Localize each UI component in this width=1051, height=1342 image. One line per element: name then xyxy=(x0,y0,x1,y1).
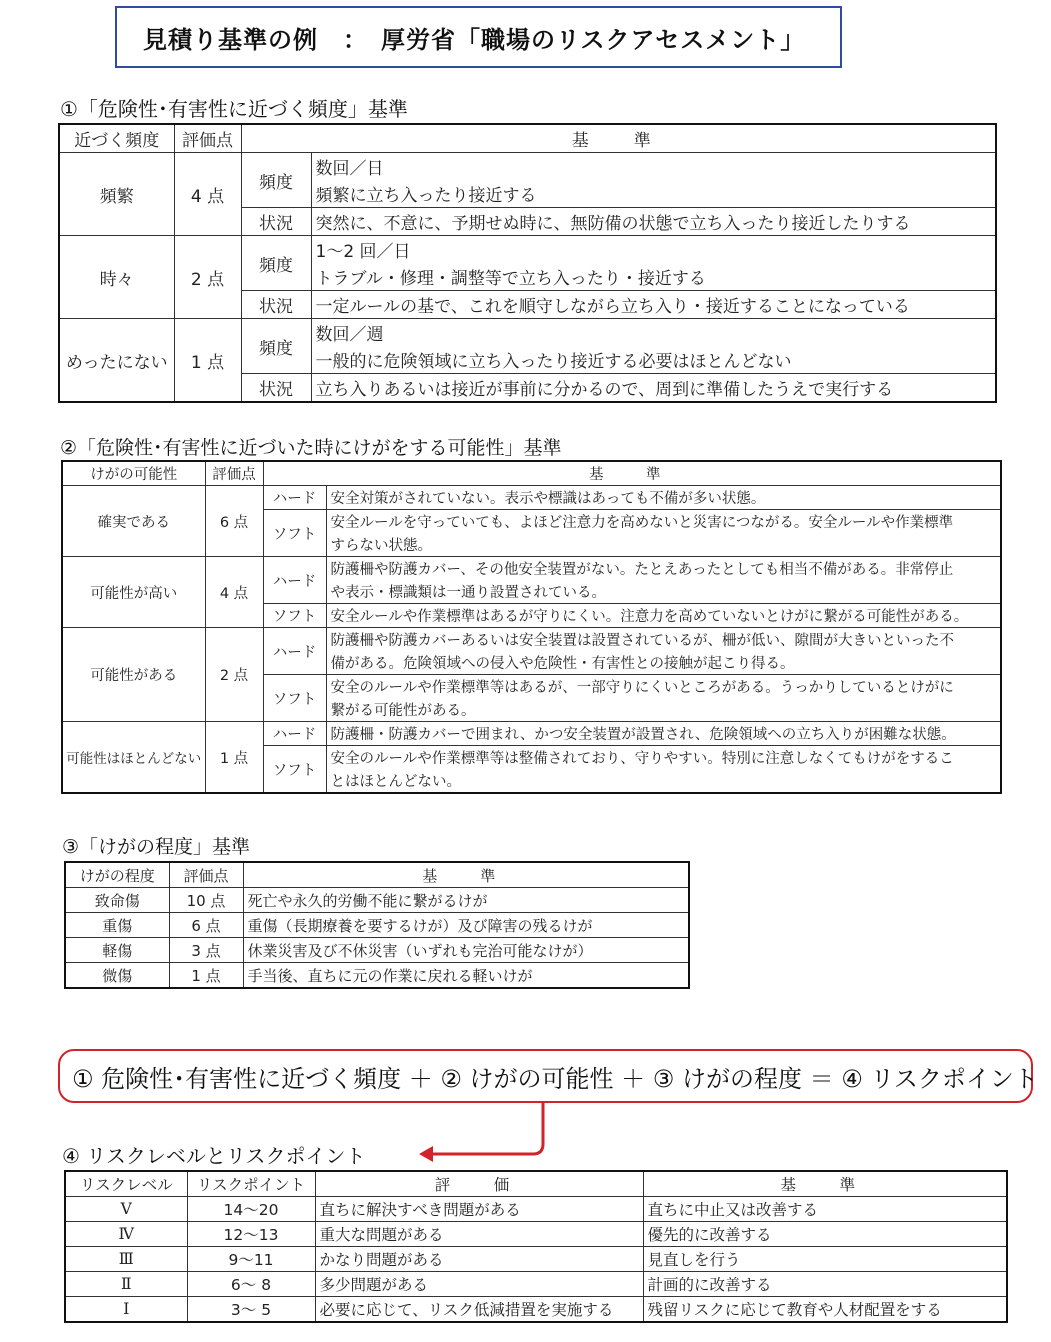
score-cell: 1 点 xyxy=(205,722,263,794)
level-cell: 軽傷 xyxy=(65,938,169,963)
table-row xyxy=(62,557,1001,581)
standard-cell: 見直しを行う xyxy=(643,1247,1007,1272)
page-title: 見積り基準の例 ： 厚労省「職場のリスクアセスメント」 xyxy=(115,6,842,68)
category-cell: 頻度 xyxy=(241,236,311,291)
desc-cell: 重傷（長期療養を要するけが）及び障害の残るけが xyxy=(243,913,689,938)
risk-points-cell: 6～ 8 xyxy=(187,1272,315,1297)
table-row xyxy=(65,913,689,938)
score-cell: 2 点 xyxy=(174,236,241,319)
desc-cell: 安全ルールや作業標準はあるが守りにくい。注意力を高めていないとけがに繋がる可能性がある。 xyxy=(326,604,1001,628)
risk-level-cell: Ⅱ xyxy=(65,1272,187,1297)
level-cell: 時々 xyxy=(59,236,174,319)
risk-level-cell: Ⅳ xyxy=(65,1222,187,1247)
desc-cell: 突然に、不意に、予期せぬ時に、無防備の状態で立ち入ったり接近したりする xyxy=(311,208,996,236)
score-cell: 6 点 xyxy=(169,913,243,938)
desc-cell: 手当後、直ちに元の作業に戻れる軽いけが xyxy=(243,963,689,989)
desc-cell: すらない状態。 xyxy=(326,533,1001,557)
category-cell: ハード xyxy=(263,628,326,675)
desc-cell: 立ち入りあるいは接近が事前に分かるので、周到に準備したうえで実行する xyxy=(311,374,996,403)
category-cell: ハード xyxy=(263,557,326,604)
table-row xyxy=(65,1247,1007,1272)
risk-points-cell: 12～13 xyxy=(187,1222,315,1247)
table-row xyxy=(59,153,996,181)
table-row xyxy=(59,236,996,264)
risk-points-cell: 3～ 5 xyxy=(187,1297,315,1323)
category-cell: ハード xyxy=(263,722,326,746)
level-cell: 致命傷 xyxy=(65,888,169,913)
injury-possibility-table xyxy=(61,460,1002,794)
risk-points-cell: 14～20 xyxy=(187,1197,315,1222)
desc-cell: 防護柵・防護カバーで囲まれ、かつ安全装置が設置され、危険領域への立ち入りが困難な状態。 xyxy=(326,722,1001,746)
score-cell: 6 点 xyxy=(205,486,263,557)
table-header-row xyxy=(59,124,996,153)
category-cell: ソフト xyxy=(263,746,326,794)
risk-level-cell: Ⅲ xyxy=(65,1247,187,1272)
header-cell: 基 準 xyxy=(243,862,689,888)
evaluation-cell: かなり問題がある xyxy=(315,1247,643,1272)
table-row xyxy=(62,628,1001,652)
category-cell: 状況 xyxy=(241,291,311,319)
score-cell: 4 点 xyxy=(174,153,241,236)
table-row xyxy=(65,888,689,913)
standard-cell: 直ちに中止又は改善する xyxy=(643,1197,1007,1222)
desc-cell: や表示・標識類は一通り設置されている。 xyxy=(326,580,1001,604)
desc-cell: 安全のルールや作業標準等は整備されており、守りやすい。特別に注意しなくてもけがをするこ xyxy=(326,746,1001,770)
level-cell: 可能性がある xyxy=(62,628,205,722)
table-row xyxy=(65,1272,1007,1297)
header-cell: 評価点 xyxy=(169,862,243,888)
header-cell: 評価点 xyxy=(205,461,263,486)
score-cell: 2 点 xyxy=(205,628,263,722)
table-header-row xyxy=(62,461,1001,486)
desc-cell: 安全ルールを守っていても、よほど注意力を高めないと災害につながる。安全ルールや作業標準 xyxy=(326,510,1001,534)
level-cell: 重傷 xyxy=(65,913,169,938)
level-cell: 微傷 xyxy=(65,963,169,989)
desc-cell: 安全のルールや作業標準等はあるが、一部守りにくいところがある。うっかりしているとけがに xyxy=(326,675,1001,699)
section1-heading: ①「危険性･有害性に近づく頻度」基準 xyxy=(60,97,408,121)
category-cell: 状況 xyxy=(241,208,311,236)
section3-heading: ③「けがの程度」基準 xyxy=(62,836,251,858)
table-row xyxy=(65,1222,1007,1247)
desc-cell: 頻繁に立ち入ったり接近する xyxy=(311,180,996,208)
desc-cell: 防護柵や防護カバーあるいは安全装置は設置されているが、柵が低い、隙間が大きいといった不 xyxy=(326,628,1001,652)
desc-cell: 繋がる可能性がある。 xyxy=(326,698,1001,722)
header-cell: けがの程度 xyxy=(65,862,169,888)
injury-severity-table xyxy=(64,861,690,989)
table-row xyxy=(65,938,689,963)
header-cell: 基 準 xyxy=(241,124,996,153)
table-row xyxy=(62,722,1001,746)
frequency-table xyxy=(58,123,997,403)
evaluation-cell: 重大な問題がある xyxy=(315,1222,643,1247)
desc-cell: 防護柵や防護カバー、その他安全装置がない。たとえあったとしても相当不備がある。非常停止 xyxy=(326,557,1001,581)
header-cell: 近づく頻度 xyxy=(59,124,174,153)
level-cell: めったにない xyxy=(59,319,174,403)
header-cell: けがの可能性 xyxy=(62,461,205,486)
table-header-row xyxy=(65,862,689,888)
header-cell: 評価点 xyxy=(174,124,241,153)
table-row xyxy=(65,1297,1007,1323)
arrow-icon xyxy=(415,1100,555,1166)
desc-cell: 休業災害及び不休災害（いずれも完治可能なけが） xyxy=(243,938,689,963)
header-cell: リスクレベル xyxy=(65,1171,187,1197)
level-cell: 可能性が高い xyxy=(62,557,205,628)
evaluation-cell: 多少問題がある xyxy=(315,1272,643,1297)
header-cell: 評 価 xyxy=(315,1171,643,1197)
section4-heading: ④ リスクレベルとリスクポイント xyxy=(62,1144,366,1168)
header-cell: 基 準 xyxy=(643,1171,1007,1197)
table-row xyxy=(62,486,1001,510)
category-cell: ハード xyxy=(263,486,326,510)
desc-cell: 一定ルールの基で、これを順守しながら立ち入り・接近することになっている xyxy=(311,291,996,319)
risk-level-table xyxy=(64,1170,1008,1323)
table-row xyxy=(65,1197,1007,1222)
risk-points-cell: 9～11 xyxy=(187,1247,315,1272)
evaluation-cell: 直ちに解決すべき問題がある xyxy=(315,1197,643,1222)
level-cell: 可能性はほとんどない xyxy=(62,722,205,794)
desc-cell: 一般的に危険領域に立ち入ったり接近する必要はほとんどない xyxy=(311,346,996,374)
standard-cell: 残留リスクに応じて教育や人材配置をする xyxy=(643,1297,1007,1323)
score-cell: 10 点 xyxy=(169,888,243,913)
desc-cell: 1～2 回／日 xyxy=(311,236,996,264)
category-cell: ソフト xyxy=(263,604,326,628)
category-cell: 頻度 xyxy=(241,319,311,374)
score-cell: 3 点 xyxy=(169,938,243,963)
score-cell: 1 点 xyxy=(174,319,241,403)
risk-level-cell: Ⅰ xyxy=(65,1297,187,1323)
section2-heading: ②「危険性･有害性に近づいた時にけがをする可能性」基準 xyxy=(60,437,562,459)
score-cell: 4 点 xyxy=(205,557,263,628)
level-cell: 頻繁 xyxy=(59,153,174,236)
risk-level-cell: Ⅴ xyxy=(65,1197,187,1222)
table-row xyxy=(65,963,689,989)
desc-cell: 死亡や永久的労働不能に繋がるけが xyxy=(243,888,689,913)
category-cell: ソフト xyxy=(263,675,326,722)
desc-cell: 数回／週 xyxy=(311,319,996,347)
table-header-row xyxy=(65,1171,1007,1197)
desc-cell: 安全対策がされていない。表示や標識はあっても不備が多い状態。 xyxy=(326,486,1001,510)
desc-cell: とはほとんどない。 xyxy=(326,769,1001,793)
header-cell: 基 準 xyxy=(263,461,1001,486)
category-cell: 状況 xyxy=(241,374,311,403)
risk-formula: ① 危険性･有害性に近づく頻度 ＋ ② けがの可能性 ＋ ③ けがの程度 ＝ ④ リスクポイント xyxy=(58,1049,1033,1103)
score-cell: 1 点 xyxy=(169,963,243,989)
evaluation-cell: 必要に応じて、リスク低減措置を実施する xyxy=(315,1297,643,1323)
table-row xyxy=(59,319,996,347)
desc-cell: トラブル・修理・調整等で立ち入ったり・接近する xyxy=(311,263,996,291)
desc-cell: 備がある。危険領域への侵入や危険性・有害性との接触が起こり得る。 xyxy=(326,651,1001,675)
category-cell: ソフト xyxy=(263,510,326,557)
header-cell: リスクポイント xyxy=(187,1171,315,1197)
standard-cell: 計画的に改善する xyxy=(643,1272,1007,1297)
category-cell: 頻度 xyxy=(241,153,311,208)
desc-cell: 数回／日 xyxy=(311,153,996,181)
level-cell: 確実である xyxy=(62,486,205,557)
standard-cell: 優先的に改善する xyxy=(643,1222,1007,1247)
